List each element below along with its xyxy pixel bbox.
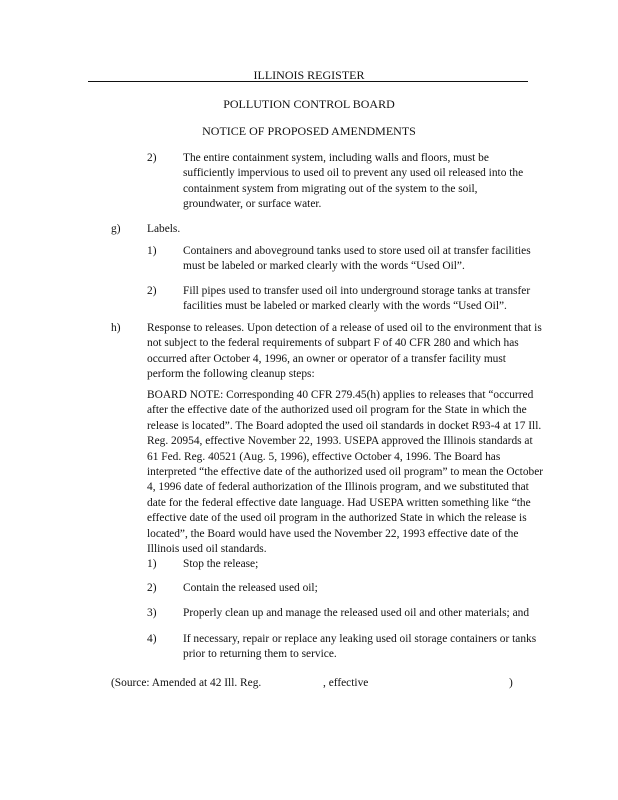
source-effective: , effective: [323, 677, 369, 689]
step-text: Stop the release;: [183, 558, 259, 570]
register-title: ILLINOIS REGISTER: [253, 68, 365, 82]
section-letter: h): [111, 322, 121, 334]
item-number: 2): [147, 152, 157, 164]
board-note: BOARD NOTE: Corresponding 40 CFR 279.45(h) applies to releases that “occurred after the effective date of the authorized used oil program for the State in which the release is located”. The Board adopted the used oil standards in docket R93-4 at 17 Ill. Reg. 20954, effective November 22, 1993. USEPA approved the Illinois standards at 61 Fed. Reg. 40521 (Aug. 5, 1996), effective October 4, 1996. The Board has interpreted “the effective date of the authorized used oil program” to mean the October 4, 1996 date of federal authorization of the Illinois program, and we substituted that date for the federal effective date language. Had USEPA written something like “the effective date of the used oil program in the authorized State in which the release is located”, the Board would have used the November 22, 1993 effective date of the Illinois used oil standards.: [147, 389, 544, 556]
notice-title: NOTICE OF PROPOSED AMENDMENTS: [202, 124, 416, 138]
source-close: ): [509, 677, 513, 689]
list-item-text: Fill pipes used to transfer used oil into underground storage tanks at transfer facilities must be labeled or marked clearly with the words “Used Oil”.: [183, 285, 531, 313]
step-number: 2): [147, 582, 157, 594]
list-item-number: 1): [147, 245, 157, 257]
step-number: 1): [147, 558, 157, 570]
step-number: 4): [147, 633, 157, 645]
section-letter: g): [111, 223, 121, 235]
board-title: POLLUTION CONTROL BOARD: [223, 97, 395, 111]
list-item-text: Containers and aboveground tanks used to store used oil at transfer facilities must be labeled or marked clearly with the words “Used Oil”.: [183, 245, 531, 273]
containment-text: The entire containment system, including walls and floors, must be sufficiently impervious to used oil to prevent any used oil released into the containment system from migrating out of the system to the soil, groundwater, or surface water.: [183, 152, 524, 211]
section-text: Response to releases. Upon detection of a release of used oil to the environment that is not subject to the federal requirements of subpart F of 40 CFR 280 and which has occurred after October 4, 1996, an owner or operator of a transfer facility must perform the following cleanup steps:: [147, 322, 542, 381]
source-citation: (Source: Amended at 42 Ill. Reg.: [111, 677, 262, 689]
list-item-number: 2): [147, 285, 157, 297]
step-text: Contain the released used oil;: [183, 582, 318, 594]
step-text: Properly clean up and manage the released used oil and other materials; and: [183, 607, 530, 619]
step-number: 3): [147, 607, 157, 619]
step-text: If necessary, repair or replace any leaking used oil storage containers or tanks prior to returning them to service.: [183, 633, 537, 661]
section-title: Labels.: [147, 223, 181, 235]
